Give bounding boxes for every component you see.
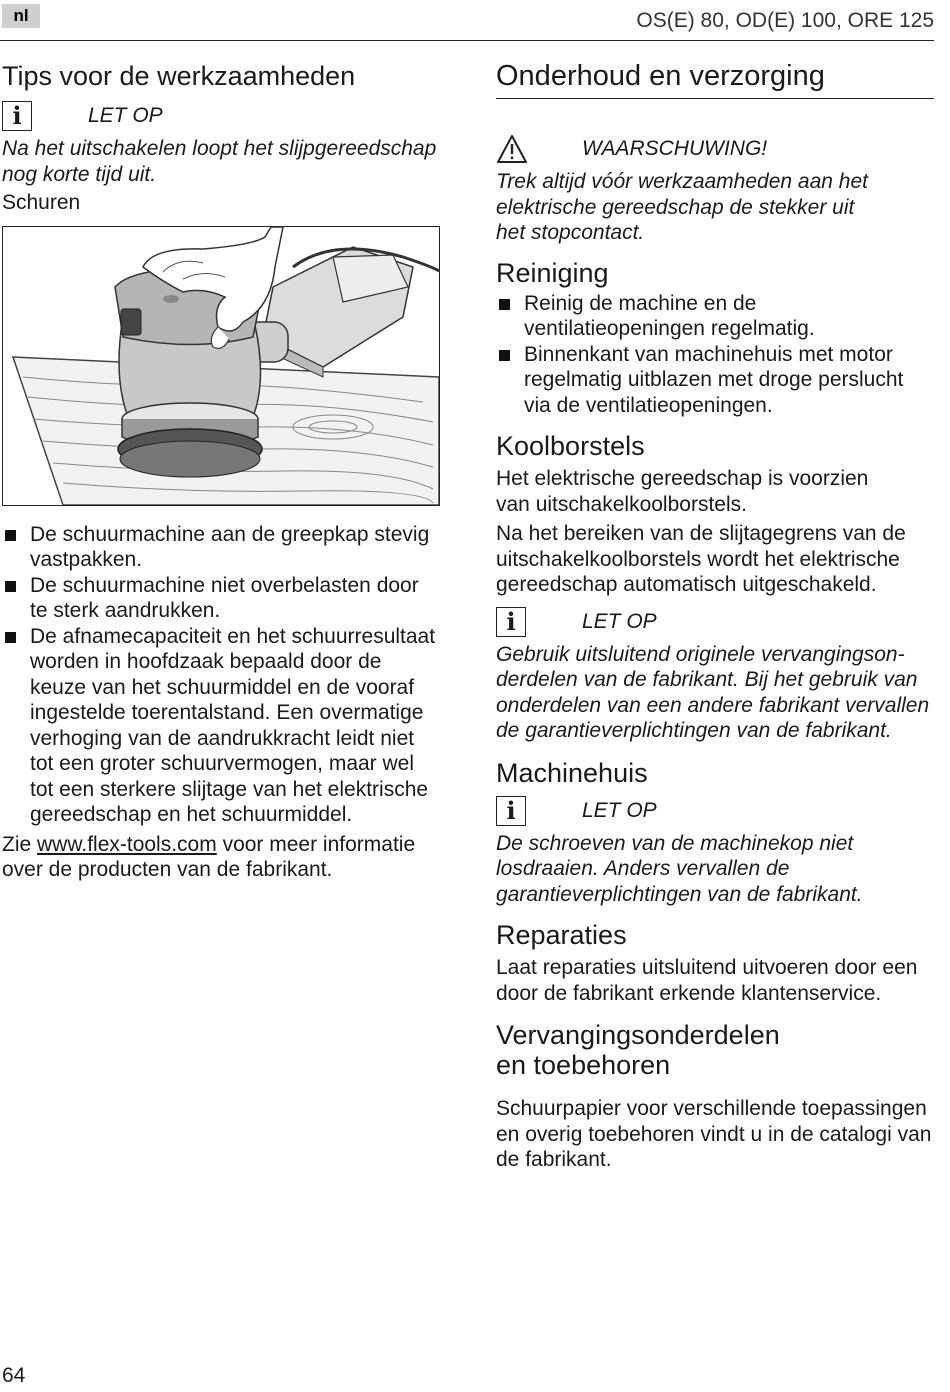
info-icon: i (496, 607, 526, 637)
warning-header (496, 131, 934, 167)
note-label: LET OP (582, 609, 657, 633)
info-text-before: Zie (2, 832, 38, 856)
flex-tools-link[interactable]: www.flex-tools.com (37, 832, 217, 856)
right-column (496, 58, 934, 1173)
heading-reparaties: Reparaties (496, 920, 627, 950)
heading-parts-line-1: Vervangingsonderdelen (496, 1020, 780, 1050)
page-number: 64 (2, 1364, 26, 1387)
note-header (496, 793, 934, 829)
header-rule (0, 40, 934, 41)
section-title-maintenance: Onderhoud en verzorging (496, 60, 934, 99)
brushes-note-text: Gebruik uitsluitend originele vervangingson-derdelen van de fabrikant. Bij het gebruik van onderdelen van een andere fabrikant vervallen de garantieverplichtingen van de fabrikant. (496, 642, 930, 742)
note-text: Na het uitschakelen loopt het slijpgereedschap nog korte tijd uit. (2, 137, 437, 186)
info-paragraph (2, 832, 442, 883)
section-title-tips: Tips voor de werkzaamheden (2, 61, 356, 91)
housing-note-text: De schroeven van de machinekop niet losdraaien. Anders vervallen de garantieverplichtingen van de fabrikant. (496, 831, 863, 906)
note-label: LET OP (88, 104, 163, 127)
list-item: De afnamecapaciteit en het schuurresultaat worden in hoofdzaak bepaald door de keuze van het schuurmiddel en de vooraf ingestelde toerentalstand. Een overmatige verhoging van de aandrukkracht leidt niet tot een groter schuurvermogen, maar wel tot een sterkere slijtage van het elektrische gereedschap en het schuurmiddel. (2, 624, 442, 828)
note-label: LET OP (582, 798, 657, 822)
list-item: De schuurmachine niet overbelasten door te sterk aandrukken. (2, 573, 442, 624)
note-header (2, 98, 442, 134)
info-icon: i (496, 796, 526, 826)
left-column (2, 58, 442, 883)
sander-illustration (2, 226, 440, 506)
heading-reiniging: Reiniging (496, 257, 609, 288)
brushes-paragraph-1: Het elektrische gereedschap is voorzien van uitschakelkoolborstels. (496, 467, 869, 516)
list-item: Reinig de machine en de ventilatieopeningen regelmatig. (496, 291, 934, 342)
heading-parts (496, 1020, 934, 1080)
note-header (496, 604, 934, 640)
language-tab: nl (2, 4, 40, 28)
model-header: OS(E) 80, OD(E) 100, ORE 125 (636, 9, 934, 32)
warning-text: Trek altijd vóór werkzaamheden aan het elektrische gereedschap de stekker uit het stopcontact. (496, 170, 868, 244)
info-text-after: voor meer informatie over de producten van de fabrikant. (2, 832, 416, 881)
schuren-bullet-list (2, 522, 442, 828)
heading-machinehuis: Machinehuis (496, 757, 648, 788)
warning-label: WAARSCHUWING! (582, 137, 768, 160)
list-item: De schuurmachine aan de greepkap stevig vastpakken. (2, 522, 442, 573)
parts-text: Schuurpapier voor verschillende toepassingen en overig toebehoren vindt u in de catalogi van de fabrikant. (496, 1097, 932, 1171)
sander-illustration-svg (3, 227, 439, 505)
cleaning-bullet-list (496, 291, 934, 419)
heading-koolborstels: Koolborstels (496, 431, 645, 461)
list-item: Binnenkant van machinehuis met motor regelmatig uitblazen met droge perslucht via de ventilatieopeningen. (496, 342, 934, 419)
warning-triangle-icon (496, 134, 528, 164)
repairs-text: Laat reparaties uitsluitend uitvoeren door een door de fabrikant erkende klantenservice. (496, 956, 918, 1005)
brushes-paragraph-2: Na het bereiken van de slijtagegrens van de uitschakelkoolborstels wordt het elektrische gereedschap automatisch uitgeschakeld. (496, 522, 906, 596)
info-icon: i (2, 101, 32, 131)
subhead-schuren: Schuren (2, 191, 81, 214)
heading-parts-line-2: en toebehoren (496, 1050, 671, 1080)
